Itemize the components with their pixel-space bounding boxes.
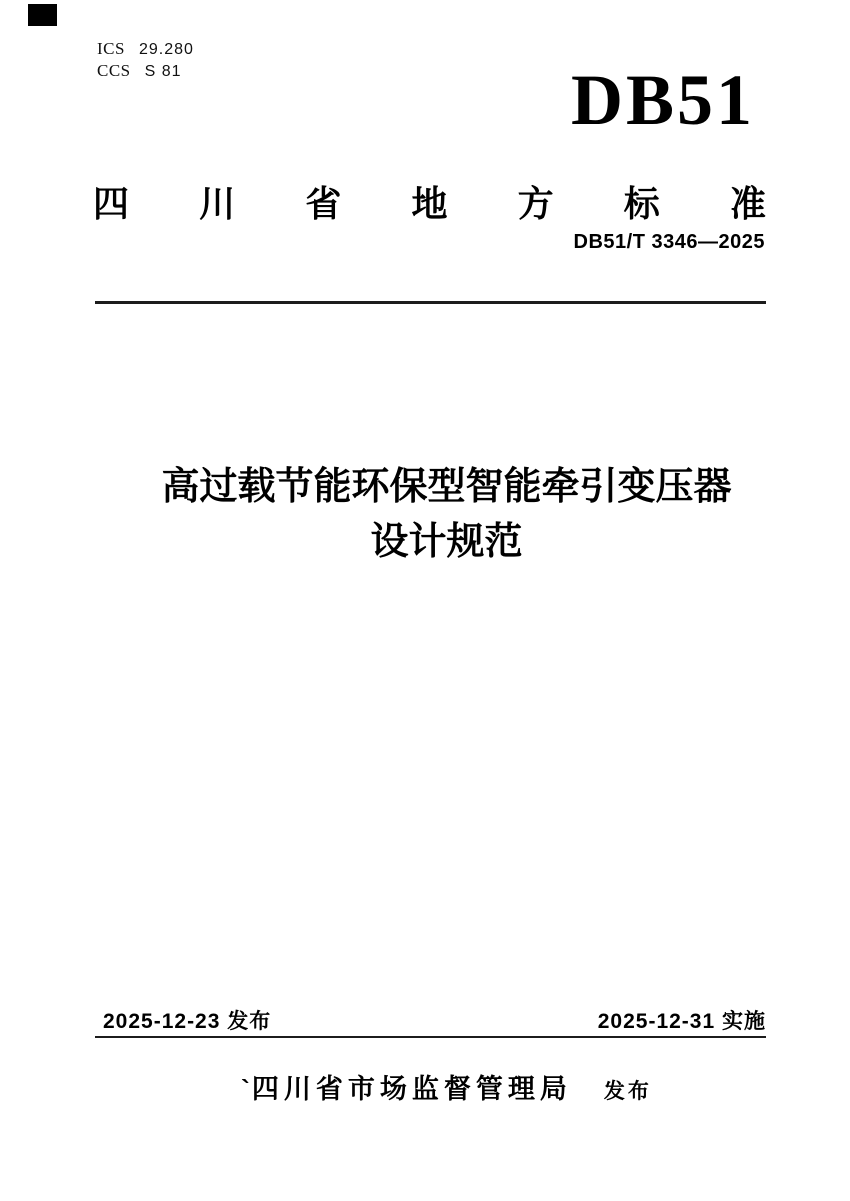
- type-char: 方: [517, 183, 554, 224]
- document-title: [111, 460, 782, 570]
- ccs-label: CCS: [97, 61, 131, 80]
- type-char: 川: [199, 183, 236, 224]
- ics-row: [97, 38, 194, 60]
- ics-label: ICS: [97, 39, 125, 58]
- type-char: 地: [411, 183, 448, 224]
- title-line-1: 高过载节能环保型智能牵引变压器: [161, 466, 732, 508]
- publisher-prefix-mark: `: [241, 1074, 250, 1104]
- implement-date: 2025-12-31 实施: [597, 1010, 766, 1033]
- ccs-row: [97, 60, 194, 82]
- issue-date: 2025-12-23 发布: [103, 1010, 272, 1033]
- classification-block: [97, 38, 194, 82]
- ccs-value: S 81: [144, 63, 182, 80]
- standard-code: DB51/T 3346—2025: [573, 231, 765, 253]
- type-char: 四: [93, 183, 130, 224]
- type-char: 省: [305, 183, 342, 224]
- corner-mark: [28, 4, 57, 26]
- db51-logo: DB51: [570, 60, 755, 140]
- publisher-name: 四川省市场监督管理局: [251, 1074, 572, 1104]
- footer-divider: [95, 1036, 766, 1038]
- ics-value: 29.280: [138, 41, 194, 58]
- header-divider: [95, 301, 766, 304]
- title-line-2: 设计规范: [370, 521, 523, 563]
- publisher-row: [111, 1072, 782, 1106]
- type-char: 标: [623, 183, 660, 224]
- type-char: 准: [729, 183, 766, 224]
- standard-type-name: [93, 183, 766, 224]
- dates-row: [95, 1010, 766, 1034]
- publish-label: 发布: [603, 1080, 652, 1103]
